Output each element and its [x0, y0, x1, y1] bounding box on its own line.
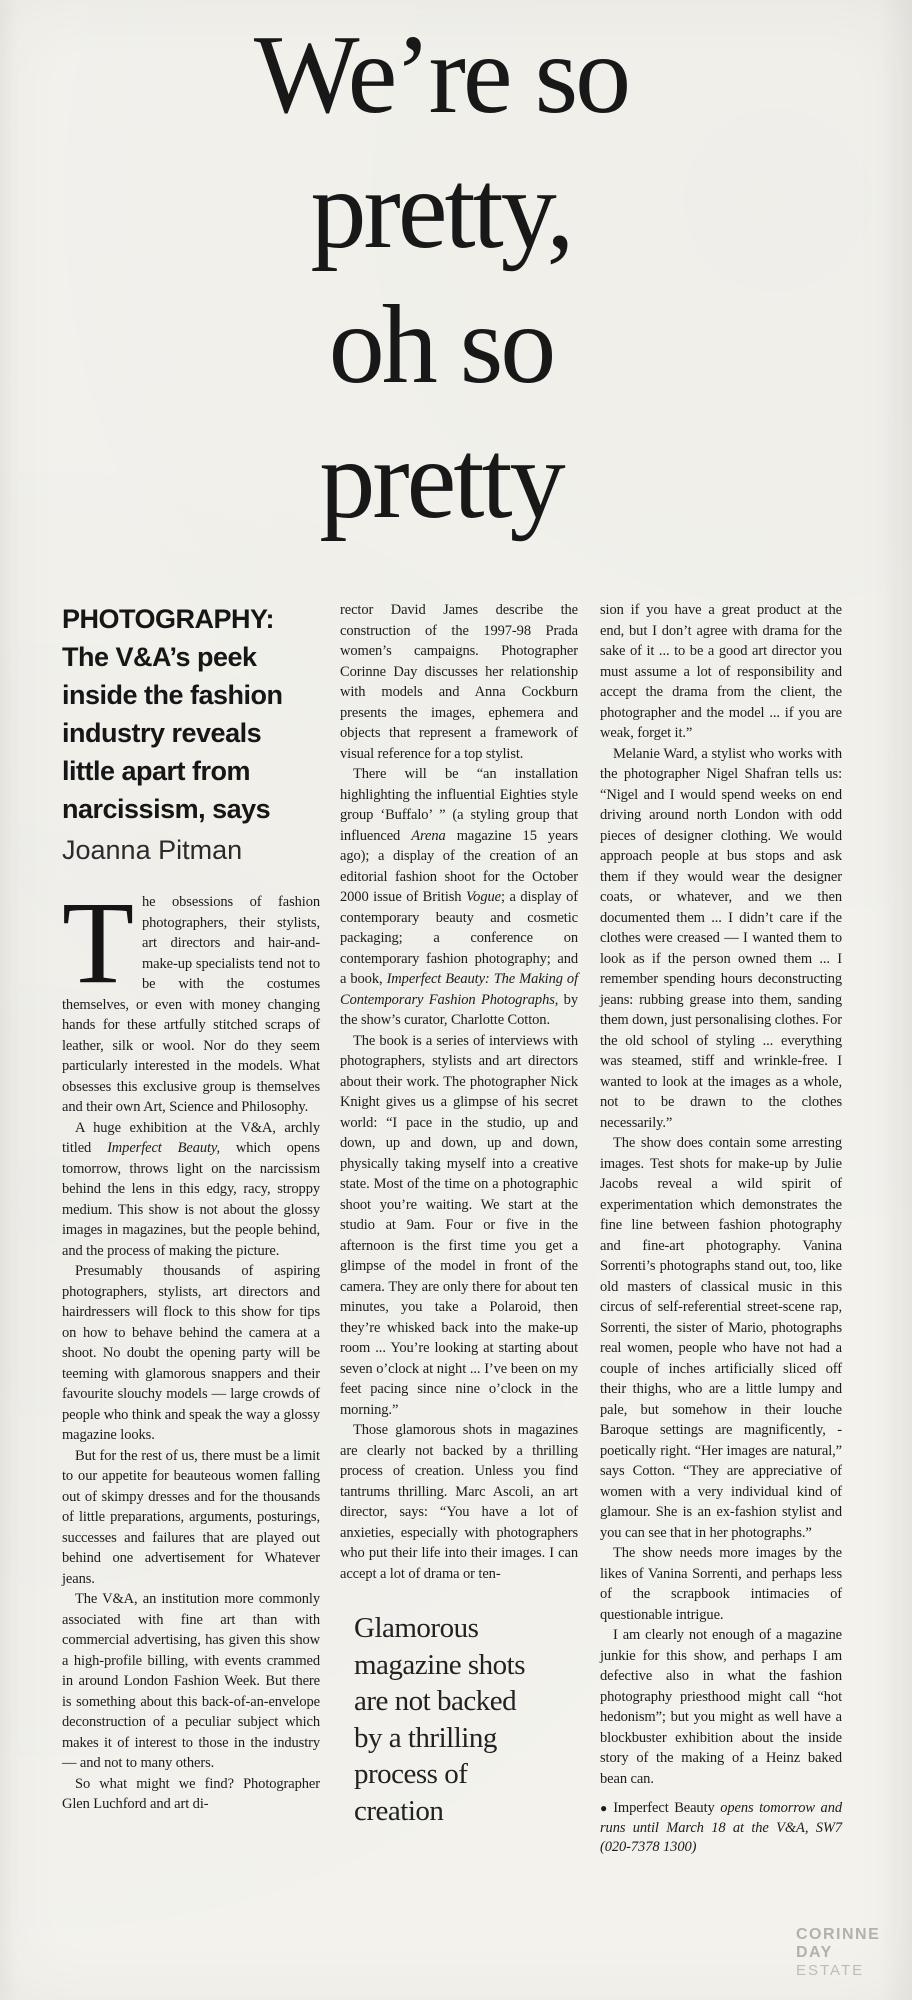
exhibition-name: Imperfect Beauty: [613, 1800, 715, 1816]
paragraph-text: magazine 15 years ago); a display of the creation of an editorial fashion shoot for the October 2000 issue of British: [340, 827, 579, 905]
drop-cap: T: [62, 877, 134, 1008]
paragraph: The book is a series of interviews with photographers, stylists and art directors about their work. The photographer Nick Knight gives us a glimpse of his secret world: “I pace in the studio, up and down, up and down, up and down, physically taking myself into a creative state. Most of the time on a photographic shoot you’re waiting. We start at the studio at 9am. Four or five in the afternoon is the first time you get a glimpse of the model in front of the camera. They are only there for about ten minutes, you take a Polaroid, then they’re whisked back into the make-up room ... You’re looking at starting about seven o’clock at night ... I’ve been on my feet pacing since nine o’clock in the morning.”: [340, 1032, 578, 1418]
paragraph: So what might we find? Photographer Glen Luchford and art di-: [62, 1775, 320, 1812]
pull-quote-line: creation: [354, 1794, 444, 1827]
bullet-icon: ●: [600, 1801, 610, 1815]
paragraph: [340, 764, 578, 1031]
paragraph: Melanie Ward, a stylist who works with the photographer Nigel Shafran tells us: “Nigel and I would spend weeks on end driving around north London with odd pieces of designer clothing. We would approach people at bus stops and ask them if they would wear the designer coats, or whatever, and we then documented them ... I didn’t care if the clothes were creased — I wanted them to look as if the person owned them ... I remember spending hours deconstructing jeans: rubbing grease into them, sanding them down, just personalising clothes. For the old school of styling ... everything was steamed, stiff and wrinkle-free. I wanted to look at the images as a whole, not to be drawn to the clothes necessarily.”: [600, 745, 842, 1131]
paragraph: sion if you have a great product at the end, but I don’t agree with drama for the sake of it ... to be a good art director you must assume a lot of responsibility and accept the drama from the client, the photographer and the model ... if you are weak, forget it.”: [600, 602, 842, 741]
paragraph: Those glamorous shots in magazines are clearly not backed by a thrilling process of creation. Unless you find tantrums thrilling. Marc Ascoli, an art director, says: “You have a lot of anxieties, especially with photographers who put their life into their images. I can accept a lot of drama or ten-: [340, 1422, 578, 1582]
headline-line-2: pretty,: [310, 148, 572, 272]
paragraph: But for the rest of us, there must be a limit to our appetite for beauteous women falling out of skimpy dresses and for the thousands of little preparations, arguments, posturings, successes and failures that are played out behind one advertisement for Whatever jeans.: [62, 1447, 320, 1587]
paragraph: [62, 877, 320, 1118]
paragraph: The show needs more images by the likes of Vanina Sorrenti, and perhaps less of the scrapbook intimacies of questionable intrigue.: [600, 1545, 842, 1623]
magazine-title: Arena: [411, 827, 446, 844]
standfirst-line: narcissism, says: [62, 794, 271, 824]
standfirst-line: little apart from: [62, 756, 251, 786]
watermark-corinne-day-estate: [796, 1926, 880, 1980]
pull-quote-line: are not backed: [354, 1685, 517, 1717]
paragraph-text: he obsessions of fashion photographers, their stylists, art directors and hair-and-make-up specialists tend not to be with the costumes themselves, or even with money changing hands for these artfully stitched scraps of leather, silk or wool. Nor do they seem particularly interested in the models. What obsesses this exclusive group is themselves and their own Art, Science and Philosophy.: [62, 894, 320, 1115]
standfirst-line: PHOTOGRAPHY:: [62, 604, 275, 634]
watermark-line: ESTATE: [796, 1962, 865, 1979]
paragraph: rector David James describe the construction of the 1997-98 Prada women’s campaigns. Photographer Corinne Day discusses her relationship with models and Anna Cockburn presents the images, ephemera and objects that represent a framework of visual reference for a top stylist.: [340, 602, 578, 762]
book-title: Imperfect Beauty,: [107, 1140, 220, 1156]
headline: [0, 8, 882, 548]
book-title: Imperfect Beauty: The Making of Contemporary Fashion Photographs: [340, 971, 579, 1008]
exhibition-details: opens tomorrow and runs until March 18 at the V&A, SW7 (020-7378 1300): [600, 1800, 842, 1855]
standfirst-line: industry reveals: [62, 718, 262, 748]
byline: Joanna Pitman: [62, 835, 243, 865]
standfirst: [62, 600, 320, 828]
exhibition-details-note: [600, 1799, 842, 1858]
paragraph: [62, 1118, 320, 1262]
pull-quote-line: process of: [354, 1758, 468, 1790]
paragraph-text: ; a display of contemporary beauty and cosmetic packaging; a conference on contemporary fashion photography; and a book,: [340, 889, 578, 987]
paragraph: I am clearly not enough of a magazine junkie for this show, and perhaps I am defective also in what the fashion photography priesthood might call “hot hedonism”; but you might as well have a blockbuster exhibition about the inside story of the making of a Heinz baked bean can.: [600, 1627, 842, 1787]
column-left: [62, 600, 320, 1858]
headline-line-3: oh so: [328, 283, 554, 407]
pull-quote-line: magazine shots: [354, 1648, 525, 1681]
paragraph: The show does contain some arresting images. Test shots for make-up by Julie Jacobs reveal a wild spirit of experimentation which demonstrates the fine line between fashion photography and fine-art photography. Vanina Sorrenti’s photographs stand out, too, like old masters of classical music in this circus of self-referential street-scene rap, Sorrenti, the sister of Mario, photographs real women, people who have not had a couple of inches artificially sliced off their thighs, who are a little lumpy and pale, but somehow in their louche Baroque settings are magnificently, - poetically right. “Her images are natural,” says Cotton. “They are appreciative of women with a very individual kind of glamour. She is an ex-fashion stylist and you can see that in her photographs.”: [600, 1135, 842, 1541]
headline-line-1: We’re so: [253, 13, 629, 137]
paragraph-text: A huge exhibition at the V&A, archly titled: [62, 1119, 320, 1156]
pull-quote-line: Glamorous: [354, 1612, 479, 1644]
pull-quote: [340, 1610, 578, 1829]
paragraph-text: , by the show’s curator, Charlotte Cotton.: [340, 991, 578, 1028]
magazine-title: Vogue: [466, 889, 501, 905]
column-right: [600, 600, 842, 1858]
headline-line-4: pretty: [319, 418, 563, 542]
paragraph: Presumably thousands of aspiring photographers, stylists, art directors and hairdressers will flock to this show for tips on how to behave behind the camera at a shoot. No doubt the opening party will be teeming with glamorous snappers and their favourite slouchy models — large crowds of people who think and speak the way a glossy magazine looks.: [62, 1263, 320, 1443]
paragraph: The V&A, an institution more commonly associated with fine art than with commercial advertising, has given this show a high-profile billing, with events crammed in around London Fashion Week. But there is something about this back-of-an-envelope deconstruction of a peculiar subject which makes it of interest to those in the industry — and not to many others.: [62, 1591, 320, 1771]
watermark-line: CORINNE: [796, 1926, 881, 1943]
paragraph-text: which opens tomorrow, throws light on the narcissism behind the lens in this edgy, racy, stroppy medium. This show is not about the glossy images in magazines, but the people behind, and the process of making the picture.: [62, 1140, 320, 1259]
standfirst-line: inside the fashion: [62, 680, 283, 710]
article-body: [62, 600, 844, 1858]
standfirst-line: The V&A’s peek: [62, 642, 257, 672]
paragraph-text: There will be “an installation highlighting the influential Eighties style group ‘Buffalo’ ” (a styling group that influenced: [340, 766, 578, 844]
watermark-line: DAY: [796, 1944, 833, 1961]
pull-quote-line: by a thrilling: [354, 1721, 497, 1754]
column-middle: [340, 600, 578, 1858]
